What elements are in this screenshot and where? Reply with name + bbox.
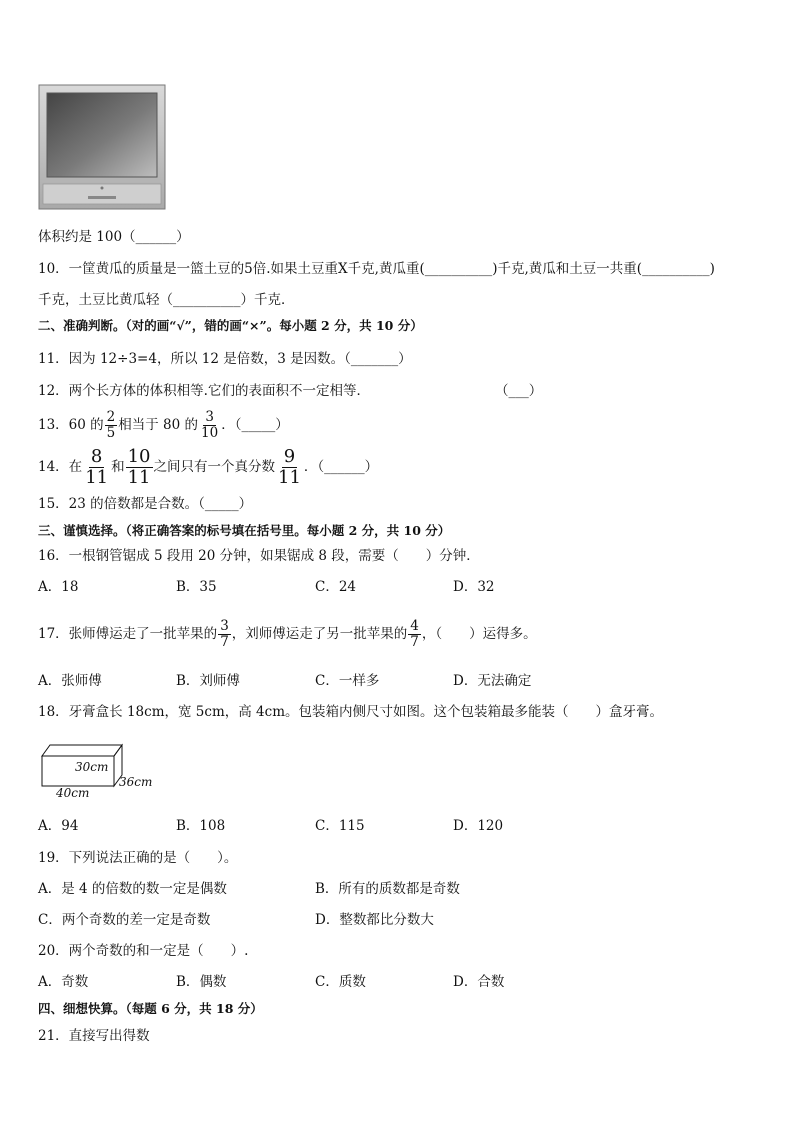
answer-blank[interactable]: ______ — [135, 229, 177, 245]
option-c[interactable]: C．两个奇数的差一定是奇数 — [38, 912, 211, 928]
option-c[interactable]: C．115 — [315, 818, 365, 834]
fraction: $\frac{8}{11}$ — [85, 446, 109, 488]
fraction: $\frac{3}{7}$ — [220, 617, 229, 650]
section-2-heading: 二、准确判断。（对的画“√”，错的画“×”。每小题 2 分，共 10 分） — [38, 318, 423, 333]
answer-blank[interactable]: _______ — [350, 351, 399, 367]
question-16: 16．一根钢管锯成 5 段用 20 分钟，如果锯成 8 段，需要（ ）分钟． — [38, 548, 480, 564]
answer-blank[interactable]: __________ — [642, 261, 710, 277]
question-12-answer: （___） — [495, 383, 543, 399]
question-14: 14．在 $\frac{8}{11}$ 和 $\frac{10}{11}$ 之间只有一个真分数 $\frac{9}{11}$ ．（______） — [38, 446, 379, 488]
answer-blank[interactable]: __________ — [173, 292, 241, 308]
option-a[interactable]: A．奇数 — [38, 974, 89, 990]
option-b[interactable]: B．偶数 — [176, 974, 227, 990]
fraction: $\frac{3}{10}$ — [201, 408, 219, 441]
question-12: 12．两个长方体的体积相等.它们的表面积不一定相等． — [38, 383, 370, 399]
question-10-line1: 10．一筐黄瓜的质量是一篮土豆的5倍.如果土豆重X千克,黄瓜重(__________)千克,黄瓜和土豆一共重(__________) — [38, 261, 715, 277]
fraction: $\frac{4}{7}$ — [410, 617, 419, 650]
option-c[interactable]: C．一样多 — [315, 673, 380, 689]
tv-caption: 体积约是 100（ — [38, 229, 136, 245]
option-d[interactable]: D．合数 — [453, 974, 505, 990]
question-18: 18．牙膏盒长 18cm，宽 5cm，高 4cm。包装箱内侧尺寸如图。这个包装箱最多能装（ ）盒牙膏。 — [38, 704, 663, 720]
box-height-label: 30cm — [75, 760, 109, 774]
option-d[interactable]: D．整数都比分数大 — [315, 912, 434, 928]
question-13: 13．60 的 $\frac{2}{5}$ 相当于 80 的 $\frac{3}{10}$ ．（_____） — [38, 408, 289, 441]
option-a[interactable]: A．18 — [38, 579, 79, 595]
question-15: 15．23 的倍数都是合数。（_____） — [38, 496, 253, 512]
fraction: $\frac{2}{5}$ — [106, 408, 116, 441]
fraction: $\frac{9}{11}$ — [278, 446, 301, 488]
option-a[interactable]: A．94 — [38, 818, 79, 834]
answer-blank[interactable]: ___ — [508, 383, 529, 399]
option-b[interactable]: B．108 — [176, 818, 226, 834]
option-d[interactable]: D．120 — [453, 818, 504, 834]
question-19: 19．下列说法正确的是（ ）。 — [38, 850, 238, 866]
option-d[interactable]: D．无法确定 — [453, 673, 532, 689]
question-20: 20．两个奇数的和一定是（ ）. — [38, 943, 249, 959]
packing-box-figure — [40, 742, 160, 800]
question-21: 21．直接写出得数 — [38, 1028, 150, 1044]
option-c[interactable]: C．质数 — [315, 974, 366, 990]
option-b[interactable]: B．所有的质数都是奇数 — [315, 881, 460, 897]
section-3-heading: 三、谨慎选择。（将正确答案的标号填在括号里。每小题 2 分，共 10 分） — [38, 523, 451, 538]
question-17: 17．张师傅运走了一批苹果的 $\frac{3}{7}$ ，刘师傅运走了另一批苹果的 $\frac{4}{7}$ ，（ ）运得多。 — [38, 617, 537, 650]
box-length-label: 40cm — [56, 786, 90, 800]
answer-blank[interactable]: _____ — [204, 496, 239, 512]
option-a[interactable]: A．是 4 的倍数的数一定是偶数 — [38, 881, 227, 897]
option-d[interactable]: D．32 — [453, 579, 495, 595]
option-c[interactable]: C．24 — [315, 579, 357, 595]
option-b[interactable]: B．刘师傅 — [176, 673, 240, 689]
answer-blank[interactable]: _____ — [241, 417, 276, 433]
question-10-line2: 千克，土豆比黄瓜轻（__________）千克． — [38, 292, 295, 308]
box-depth-label: 36cm — [119, 775, 153, 789]
tv-volume-question: 体积约是 100（______） — [38, 229, 190, 245]
section-4-heading: 四、细想快算。（每题 6 分，共 18 分） — [38, 1001, 263, 1016]
television-image — [38, 84, 166, 210]
option-a[interactable]: A．张师傅 — [38, 673, 102, 689]
question-11: 11．因为 12÷3=4，所以 12 是倍数，3 是因数。（_______） — [38, 351, 412, 367]
option-b[interactable]: B．35 — [176, 579, 217, 595]
answer-blank[interactable]: ______ — [324, 459, 365, 475]
answer-blank[interactable]: __________ — [424, 261, 493, 277]
fraction: $\frac{10}{11}$ — [127, 446, 151, 488]
